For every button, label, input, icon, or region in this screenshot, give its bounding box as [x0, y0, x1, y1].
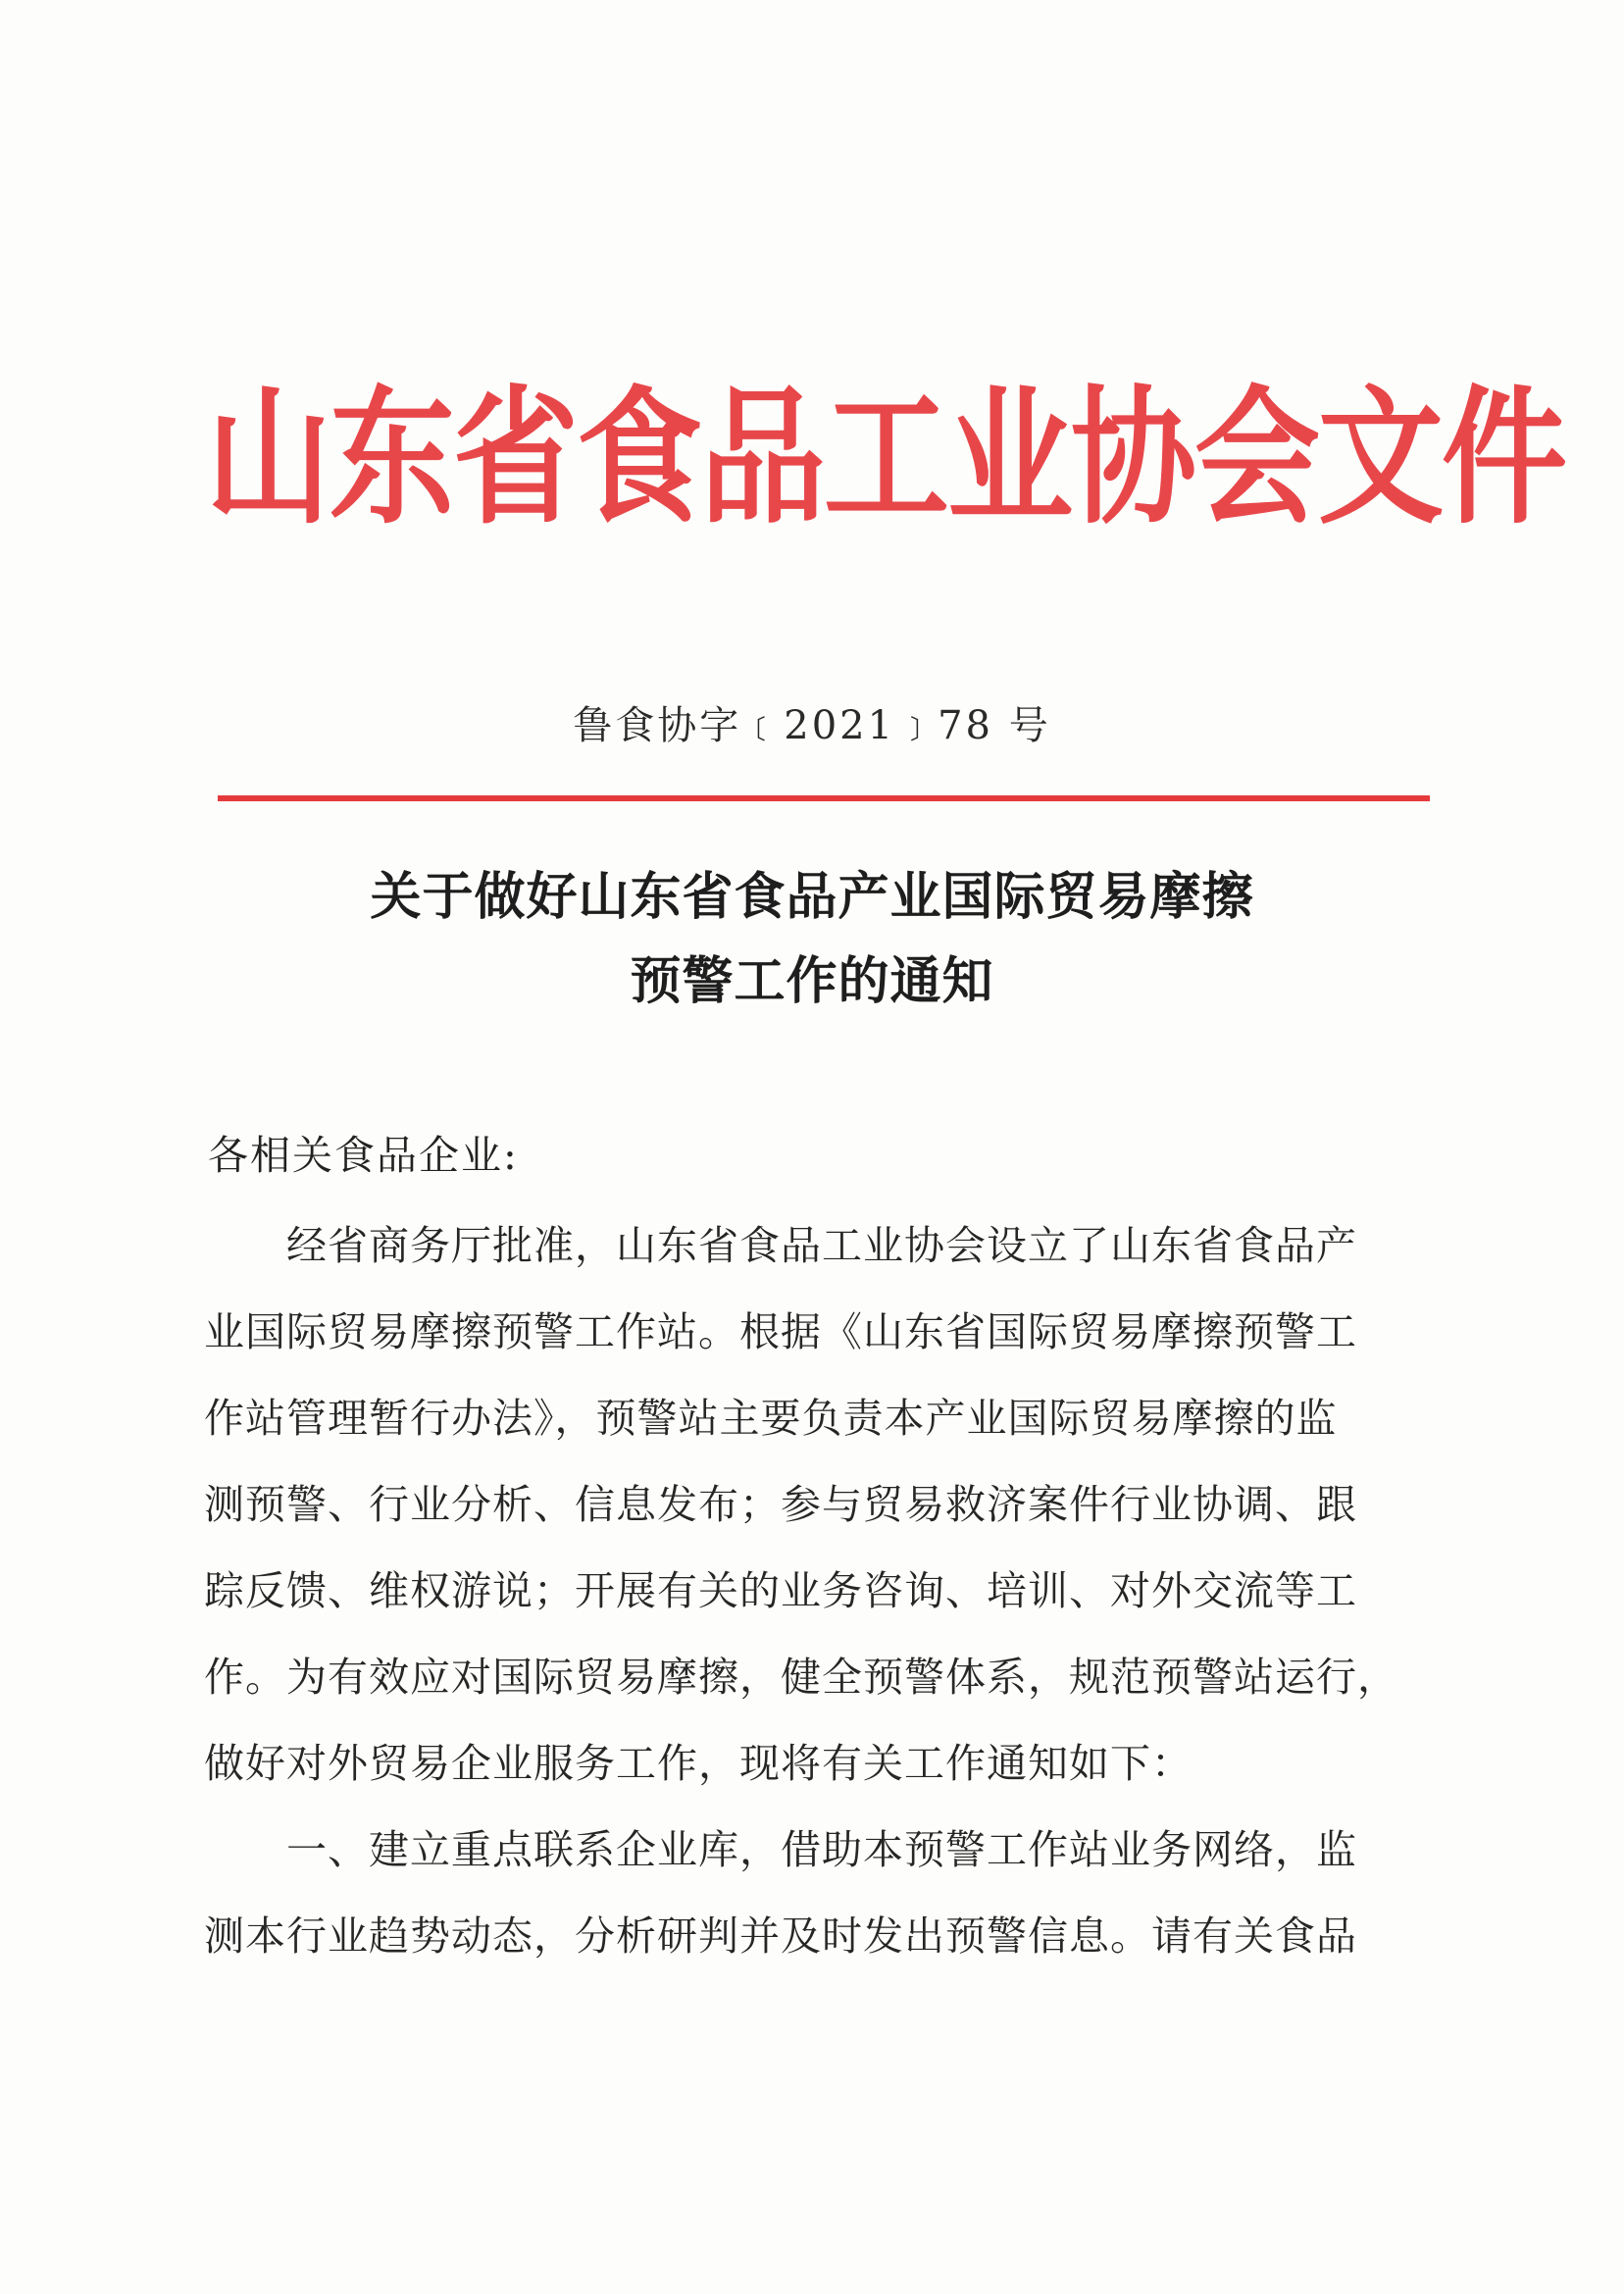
body-text — [204, 1202, 1442, 1979]
salutation: 各相关食品企业: — [208, 1132, 519, 1179]
document-title-line-2: 预警工作的通知 — [630, 951, 994, 1011]
body-line: 业国际贸易摩擦预警工作站。根据《山东省国际贸易摩擦预警工 — [204, 1308, 1357, 1355]
red-divider-line — [218, 795, 1430, 801]
body-line: 一、建立重点联系企业库，借助本预警工作站业务网络，监 — [204, 1826, 1357, 1873]
body-line: 作站管理暂行办法》，预警站主要负责本产业国际贸易摩擦的监 — [204, 1395, 1338, 1442]
letterhead-title: 山东省食品工业协会文件 — [206, 372, 1566, 545]
body-line: 经省商务厅批准，山东省食品工业协会设立了山东省食品产 — [204, 1222, 1357, 1269]
body-line: 测本行业趋势动态，分析研判并及时发出预警信息。请有关食品 — [204, 1912, 1357, 1960]
body-line: 作。为有效应对国际贸易摩擦，健全预警体系，规范预警站运行， — [204, 1654, 1398, 1701]
document-title — [196, 855, 1428, 1024]
document-number: 鲁食协字﹝2021﹞78 号 — [573, 703, 1051, 748]
document-title-line-1: 关于做好山东省食品产业国际贸易摩擦 — [370, 867, 1254, 927]
body-line: 踪反馈、维权游说；开展有关的业务咨询、培训、对外交流等工 — [204, 1567, 1357, 1614]
body-line: 测预警、行业分析、信息发布；参与贸易救济案件行业协调、跟 — [204, 1481, 1357, 1528]
body-line: 做好对外贸易企业服务工作，现将有关工作通知如下： — [204, 1740, 1193, 1787]
